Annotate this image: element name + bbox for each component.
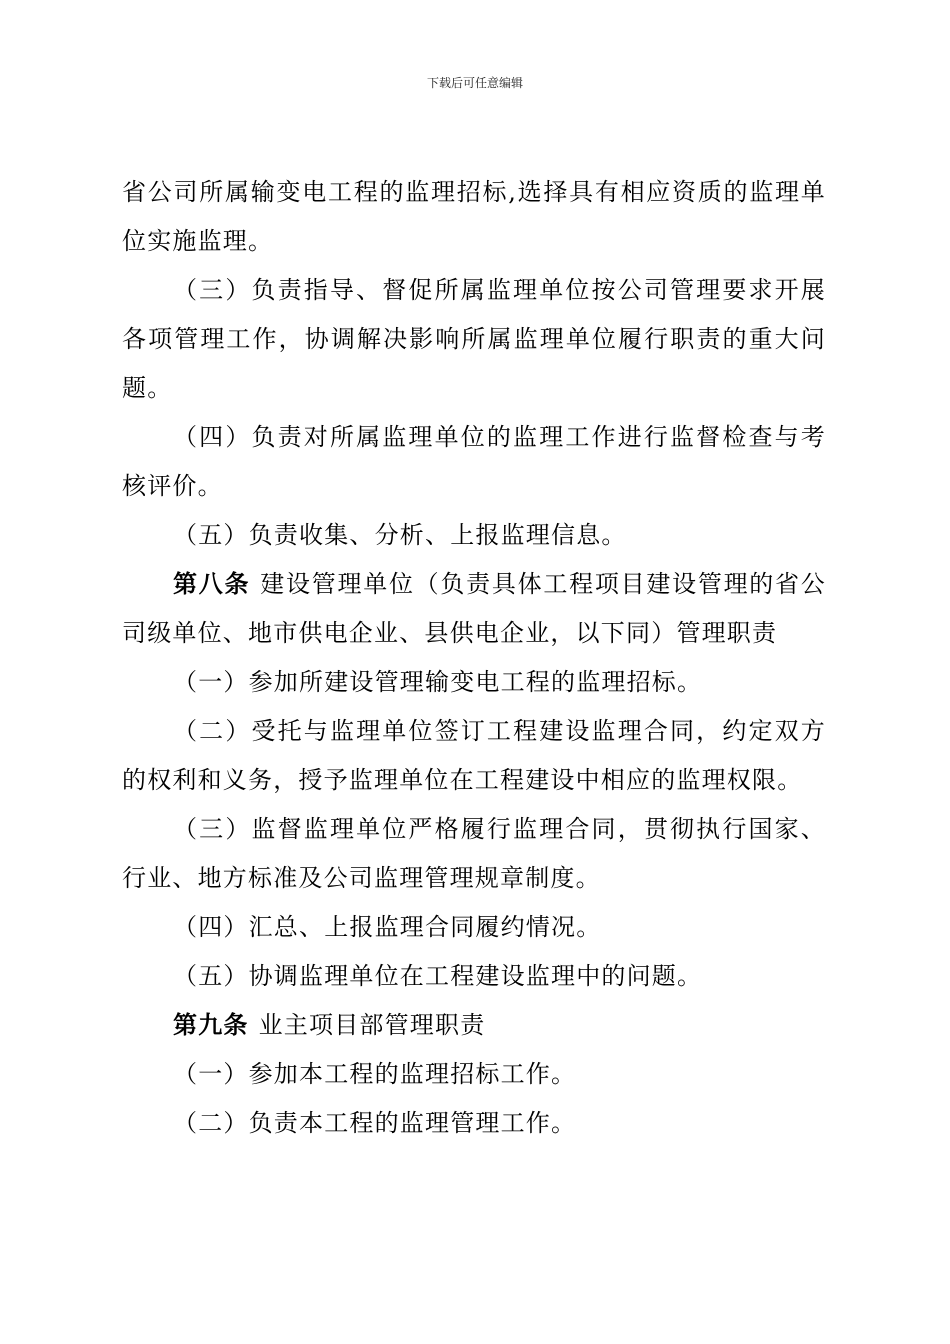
paragraph: （三）监督监理单位严格履行监理合同，贯彻执行国家、行业、地方标准及公司监理管理规章制度。 [122,815,826,892]
paragraph: （五）协调监理单位在工程建设监理中的问题。 [173,962,703,990]
paragraph: （二）受托与监理单位签订工程建设监理合同，约定双方的权利和义务，授予监理单位在工程建设中相应的监理权限。 [122,717,826,794]
article-paragraph [122,560,826,658]
page-header: 下载后可任意编辑 [426,76,523,90]
paragraph: （二）负责本工程的监理管理工作。 [173,1109,577,1137]
paragraph: （一）参加本工程的监理招标工作。 [173,1060,577,1088]
document-body [122,168,826,1148]
paragraph: （四）负责对所属监理单位的监理工作进行监督检查与考核评价。 [122,423,826,500]
paragraph: 省公司所属输变电工程的监理招标,选择具有相应资质的监理单位实施监理。 [122,178,826,255]
article-text: 业主项目部管理职责 [258,1011,486,1039]
article-text: 建设管理单位（负责具体工程项目建设管理的省公司级单位、地市供电企业、县供电企业，以下同）管理职责 [122,570,826,647]
paragraph: （五）负责收集、分析、上报监理信息。 [173,521,627,549]
paragraph: （四）汇总、上报监理合同履约情况。 [173,913,602,941]
paragraph: （三）负责指导、督促所属监理单位按公司管理要求开展各项管理工作，协调解决影响所属监理单位履行职责的重大问题。 [122,276,826,402]
article-paragraph [122,1001,826,1050]
article-label: 第九条 [173,1011,249,1039]
article-label: 第八条 [173,570,251,598]
paragraph: （一）参加所建设管理输变电工程的监理招标。 [173,668,703,696]
